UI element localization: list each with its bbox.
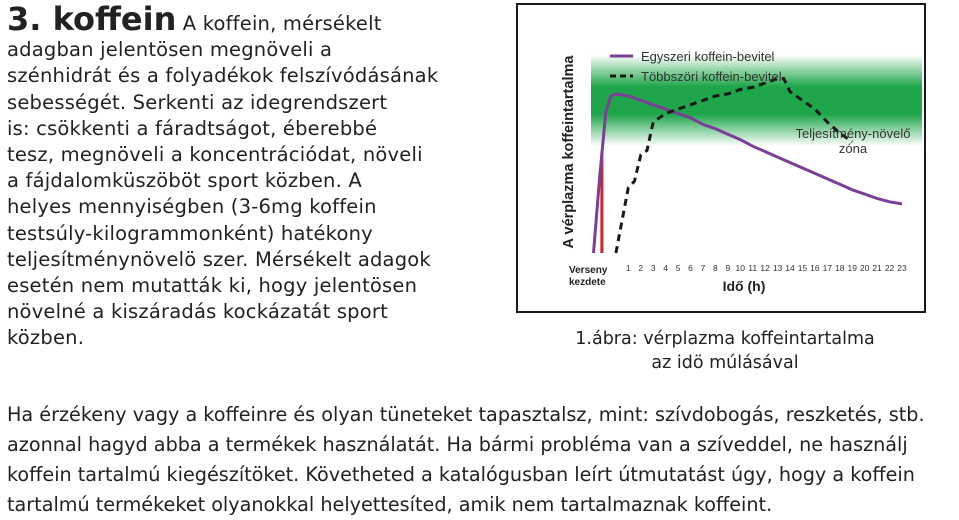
- zone-label-line1: Teljesítmény-növelő: [795, 126, 911, 141]
- x-tick-label: 19: [847, 263, 857, 273]
- article-line: sebességét. Serkenti az idegrendszert: [7, 90, 388, 114]
- x-axis-label: Idő (h): [722, 278, 766, 294]
- article-line: közben.: [7, 326, 85, 350]
- article-line: növelné a kiszáradás kockázatát sport: [7, 300, 388, 324]
- x-tick-label: 6: [688, 263, 693, 273]
- x-tick-label: 10: [735, 263, 746, 273]
- x-tick-label: 3: [650, 263, 656, 273]
- race-start-label-line1: Verseny: [569, 265, 608, 276]
- x-tick-label: 23: [897, 263, 907, 273]
- x-tick-label: 11: [748, 263, 758, 273]
- article-line: teljesítménynövelö szer. Mérsékelt adagok: [7, 247, 431, 271]
- warning-line: tartalmú termékeket olyanokkal helyettesíted, amik nem tartalmaznak koffeint.: [7, 493, 773, 516]
- chart-frame: [516, 3, 926, 313]
- x-tick-label: 14: [785, 263, 795, 273]
- warning-line: koffein tartalmú kiegészítöket. Követheted a katalógusban leírt útmutatást úgy, hogy a koffein: [7, 463, 915, 486]
- heading-lead-text: A koffein, mérsékelt: [182, 12, 382, 35]
- legend-label-multiple: Többszöri koffein-bevitel: [641, 69, 782, 84]
- article-line: is: csökkenti a fáradtságot, éberebbé: [7, 116, 378, 140]
- x-tick-labels: [626, 263, 907, 273]
- x-tick-label: 17: [822, 263, 833, 273]
- article-line: szénhidrát és a folyadékok felszívódásának: [7, 64, 439, 88]
- x-tick-label: 7: [700, 263, 706, 273]
- race-start-label-line2: kezdete: [569, 277, 606, 288]
- x-tick-label: 15: [797, 263, 808, 273]
- article-text: [7, 0, 507, 352]
- figure-caption: [560, 327, 890, 375]
- y-axis-label-group: [561, 55, 577, 249]
- x-tick-label: 9: [725, 263, 731, 273]
- section-heading: 3. koffein: [7, 0, 177, 38]
- article-line: helyes mennyiségben (3-6mg koffein: [7, 195, 377, 219]
- caption-line: 1.ábra: vérplazma koffeintartalma: [575, 329, 875, 349]
- x-tick-label: 13: [772, 263, 783, 273]
- article-line: esetén nem mutatták ki, hogy jelentösen: [7, 274, 418, 298]
- caption-line: az idö múlásával: [651, 353, 799, 373]
- x-tick-label: 12: [760, 263, 770, 273]
- article-line: tesz, megnöveli a koncentrációdat, növeli: [7, 143, 423, 167]
- legend-label-single: Egyszeri koffein-bevitel: [641, 49, 775, 64]
- zone-label-line2: zóna: [838, 141, 868, 156]
- article-first-line: [7, 0, 507, 38]
- article-line: testsúly-kilogrammonként) hatékony: [7, 221, 373, 245]
- warning-line: azonnal hagyd abba a termékek használatát. Ha bármi probléma van a szíveddel, ne használj: [7, 433, 908, 456]
- warning-line: Ha érzékeny vagy a koffeinre és olyan tüneteket tapasztalsz, mint: szívdobogás, reszketés, stb.: [7, 403, 925, 426]
- y-axis-label: A vérplazma koffeintartalma: [561, 55, 577, 249]
- article-line: a fájdalomküszöböt sport közben. A: [7, 169, 362, 193]
- x-tick-label: 2: [638, 263, 644, 273]
- caffeine-chart: [518, 5, 924, 311]
- article-line: adagban jelentösen megnöveli a: [7, 38, 333, 62]
- x-tick-label: 4: [663, 263, 669, 273]
- x-tick-label: 8: [713, 263, 718, 273]
- x-tick-label: 18: [835, 263, 845, 273]
- x-tick-label: 16: [810, 263, 820, 273]
- x-tick-label: 5: [675, 263, 681, 273]
- warning-text: [7, 400, 959, 520]
- x-tick-label: 20: [859, 263, 870, 273]
- x-tick-label: 1: [625, 263, 631, 273]
- x-tick-label: 22: [884, 263, 895, 273]
- x-tick-label: 21: [872, 263, 882, 273]
